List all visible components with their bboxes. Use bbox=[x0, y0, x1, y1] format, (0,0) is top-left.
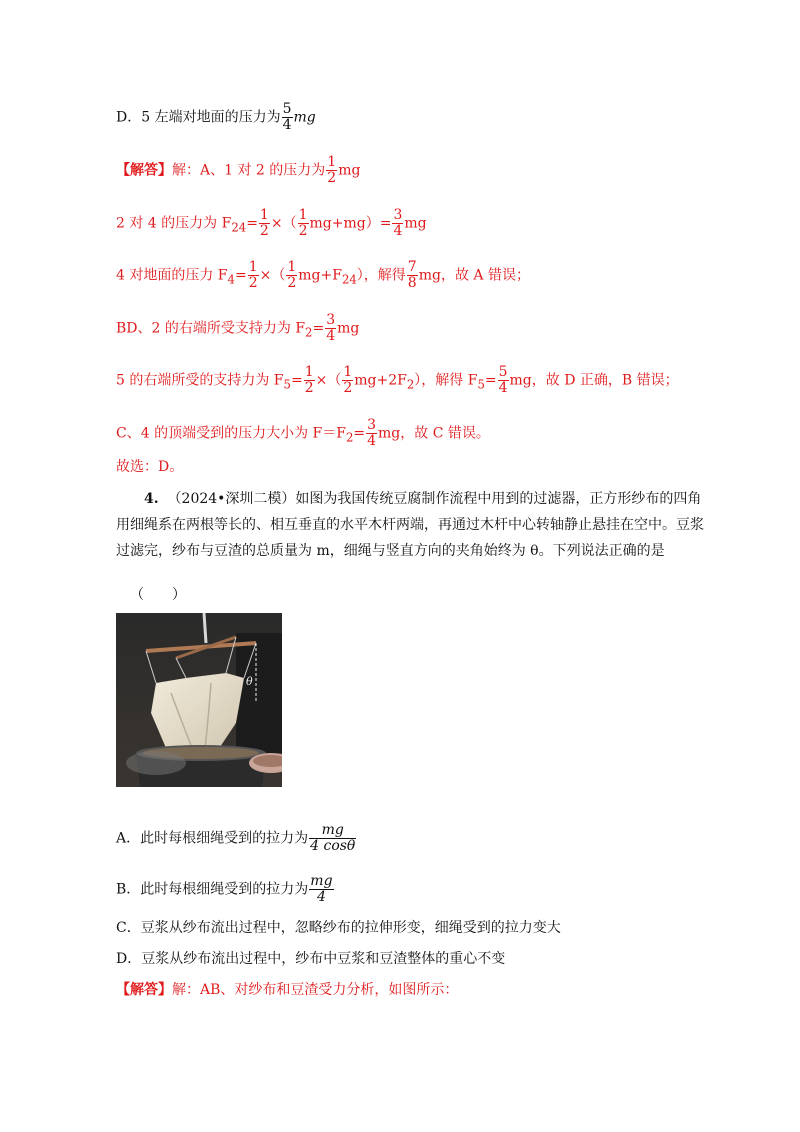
fraction: $\frac{3}{4}$ bbox=[326, 312, 336, 344]
option-b: B．此时每根细绳受到的拉力为 $\frac{mg}{4}$ bbox=[116, 873, 333, 905]
option-c: C．豆浆从纱布流出过程中，忽略纱布的拉伸形变，细绳受到的拉力变大 bbox=[116, 920, 561, 936]
fraction: $\frac{1}{2}$ bbox=[287, 259, 297, 291]
fraction: $\frac{5}{4}$ bbox=[498, 364, 508, 396]
answer-line-bd: BD、2 的右端所受支持力为 $F_2=$ $\frac{3}{4}$ mg bbox=[116, 312, 360, 344]
answer-line-ab: 【解答】解：AB、对纱布和豆渣受力分析，如图所示： bbox=[116, 982, 459, 998]
fraction: $\frac{5}{4}$ bbox=[282, 101, 292, 133]
fraction: $\frac{1}{2}$ bbox=[304, 364, 314, 396]
answer-line-a: 【解答】解：A、1 对 2 的压力为 $\frac{1}{2}$ mg bbox=[116, 154, 361, 186]
option-d: D．豆浆从纱布流出过程中，纱布中豆浆和豆渣整体的重心不变 bbox=[116, 951, 506, 967]
question-4-text: 4. （2024•深圳二模）如图为我国传统豆腐制作流程中用到的过滤器，正方形纱布的四角用细绳系在两根等长的、相互垂直的水平木杆两端，再通过木杆中心转轴静止悬挂在空中。豆浆过滤完，纱布与豆渣的总质量为 m，细绳与竖直方向的夹角始终为 θ。下列说法正确的是 bbox=[116, 491, 704, 559]
fraction: $\frac{1}{2}$ bbox=[343, 364, 353, 396]
fraction: $\frac{1}{2}$ bbox=[259, 207, 269, 239]
fraction: $\frac{7}{8}$ bbox=[407, 259, 417, 291]
answer-line-f24: 2 对 4 的压力为 $F_{24}=$ $\frac{1}{2}$ ×（ $\frac{1}{2}$ mg+mg）= $\frac{3}{4}$ mg bbox=[116, 207, 427, 239]
answer-line-f4: 4 对地面的压力 $F_4=$ $\frac{1}{2}$ ×（ $\frac{1}{2}$ $mg+F_{24}$），解得 $\frac{7}{8}$ mg，故 A 错误； bbox=[116, 259, 530, 291]
fraction: $\frac{mg}{4}$ bbox=[310, 873, 333, 905]
fraction: $\frac{3}{4}$ bbox=[393, 207, 403, 239]
fraction: $\frac{1}{2}$ bbox=[298, 207, 308, 239]
answer-choice: 故选：D。 bbox=[116, 459, 184, 475]
tofu-filter-photo bbox=[116, 613, 282, 787]
fraction: $\frac{1}{2}$ bbox=[327, 154, 337, 186]
option-a: A．此时每根细绳受到的拉力为 $\frac{mg}{4 \cos\theta}$ bbox=[116, 822, 356, 854]
answer-line-c: C、4 的顶端受到的压力大小为 $F=F_2=$ $\frac{3}{4}$ mg，故 C 错误。 bbox=[116, 417, 490, 449]
theta-label: θ bbox=[246, 675, 253, 688]
option-d-prev: D．5 左端对地面的压力为 $\frac{5}{4}$ mg bbox=[116, 101, 316, 133]
answer-line-f5: 5 的右端所受的支持力为 $F_5=$ $\frac{1}{2}$ ×（ $\frac{1}{2}$ $mg+2F_2$），解得 $F_5=$ $\frac{5}{4}$ mg，故 D 正确，B 错误； bbox=[116, 364, 679, 396]
fraction: $\frac{mg}{4 \cos\theta}$ bbox=[310, 822, 356, 854]
fraction: $\frac{3}{4}$ bbox=[367, 417, 377, 449]
fraction: $\frac{1}{2}$ bbox=[248, 259, 258, 291]
answer-bracket: （ ） bbox=[130, 587, 186, 603]
